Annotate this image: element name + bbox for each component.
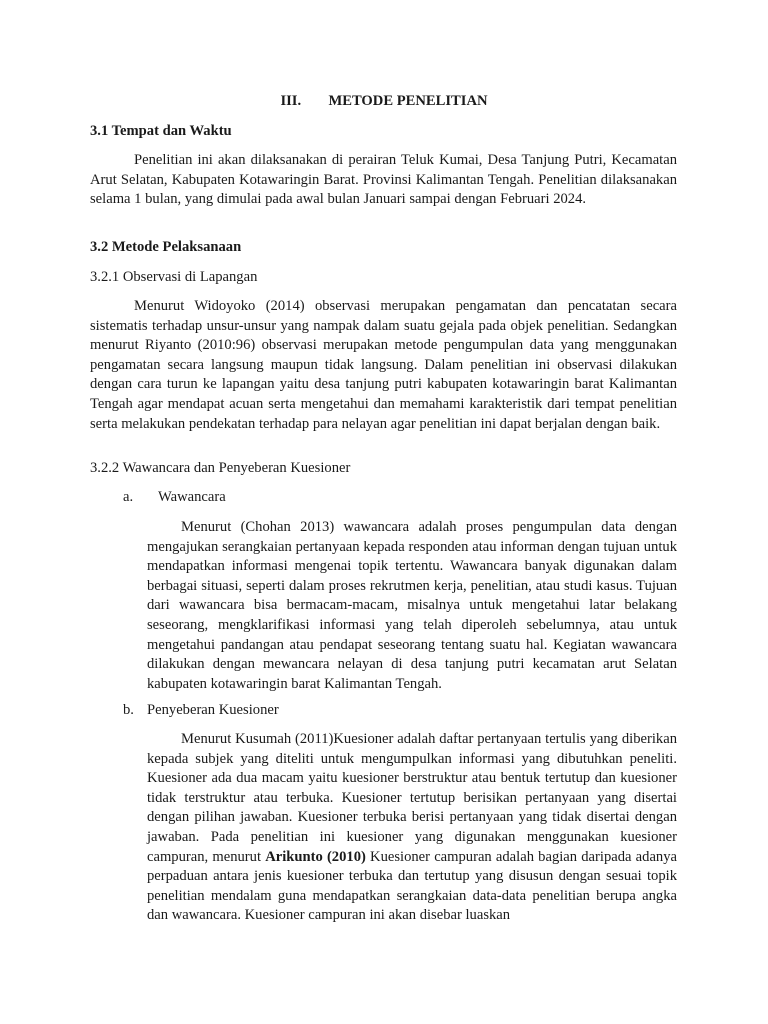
chapter-title-text: METODE PENELITIAN: [328, 93, 488, 109]
chapter-title: [0, 92, 768, 112]
section-heading-3-2: 3.2 Metode Pelaksanaan: [90, 239, 242, 255]
paragraph-wawancara: Menurut (Chohan 2013) wawancara adalah proses pengumpulan data dengan mengajukan serangkaian pertanyaan kepada responden atau informan dengan tujuan untuk mendapatkan informasi mengenai topik tertentu. Wawancara banyak digunakan dalam berbagai situasi, seperti dalam proses rekrutmen kerja, penelitian, atau studi kasus. Tujuan dari wawancara bisa bermacam-macam, misalnya untuk mengetahui latar belakang seseorang, mengklarifikasi informasi yang telah diperoleh sebelumnya, atau untuk mengetahui pandangan atau pendapat seseorang tentang suatu hal. Kegiatan wawancara dilakukan dengan mewancara nelayan di desa tanjung putri kecamatan arut Selatan kabupaten kotawaringin barat Kalimantan Tengah.: [147, 519, 677, 692]
citation-arikunto: Arikunto (2010): [265, 848, 366, 865]
list-label-wawancara: Wawancara: [158, 489, 226, 505]
subsection-heading-3-2-2: 3.2.2 Wawancara dan Penyeberan Kuesioner: [90, 460, 351, 476]
paragraph-kuesioner-part2: Kuesioner campuran adalah bagian daripada adanya perpaduan antara jenis kuesioner terbuka dan tertutup yang disusun dengan sesuai topik penelitian mendalam guna mendapatkan serangkaian data-data penelitian berupa angka dan wawancara. Kuesioner campuran ini akan disebar luaskan: [147, 848, 677, 924]
paragraph-tempat-waktu: Penelitian ini akan dilaksanakan di perairan Teluk Kumai, Desa Tanjung Putri, Kecamatan Arut Selatan, Kabupaten Kotawaringin Barat. Provinsi Kalimantan Tengah. Penelitian dilaksanakan selama 1 bulan, yang dimulai pada awal bulan Januari sampai dengan Februari 2024.: [90, 152, 677, 208]
list-item-a: [123, 488, 226, 508]
subsection-heading-3-2-1: 3.2.1 Observasi di Lapangan: [90, 269, 258, 285]
list-marker-b: b.: [123, 702, 134, 718]
chapter-number: III.: [280, 93, 302, 109]
paragraph-kuesioner: [147, 730, 677, 926]
paragraph-observasi: Menurut Widoyoko (2014) observasi merupakan pengamatan dan pencatatan secara sistematis terhadap unsur-unsur yang nampak dalam suatu gejala pada objek penelitian. Sedangkan menurut Riyanto (2010:96) observasi merupakan metode pengumpulan data yang menggunakan pengamatan secara langsung maupun tidak langsung. Dalam penelitian ini observasi dilakukan dengan cara turun ke lapangan yaitu desa tanjung putri kabupaten kotawaringin barat Kalimantan Tengah agar mendapat acuan serta mengetahui dan memahami karakteristik dari tempat penelitian serta melakukan pendekatan terhadap para nelayan agar penelitian ini dapat berjalan dengan baik.: [90, 298, 677, 432]
list-marker-a: a.: [123, 489, 134, 505]
list-label-kuesioner: Penyeberan Kuesioner: [147, 702, 279, 718]
paragraph-kuesioner-part1: Menurut Kusumah (2011)Kuesioner adalah daftar pertanyaan tertulis yang diberikan kepada subjek yang diteliti untuk mengumpulkan informasi yang dibutuhkan peneliti. Kuesioner ada dua macam yaitu kuesioner berstruktur atau bentuk tertutup dan kuesioner tidak terstruktur atau terbuka. Kuesioner tertutup berisikan pertanyaan yang disertai dengan pilihan jawaban. Kuesioner terbuka berisi pertanyaan yang tidak disertai dengan jawaban. Pada penelitian ini kuesioner yang digunakan menggunakan kuesioner campuran, menurut: [147, 731, 677, 865]
list-item-b: [123, 701, 279, 721]
section-heading-3-1: 3.1 Tempat dan Waktu: [90, 123, 232, 139]
